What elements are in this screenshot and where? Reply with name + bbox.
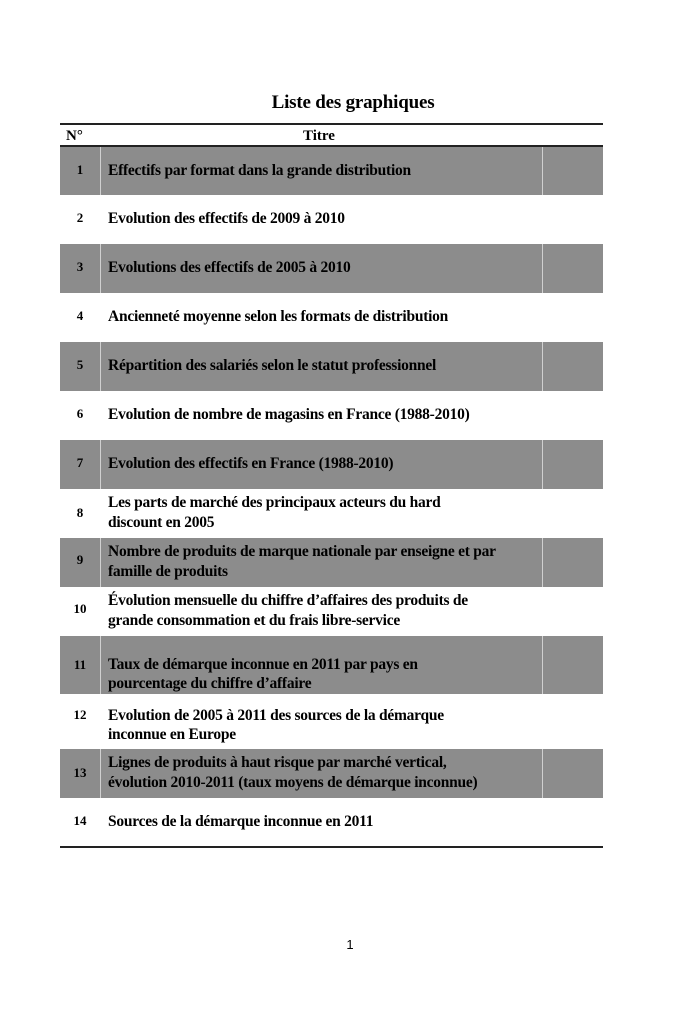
row-title: Evolution des effectifs en France (1988-2010): [108, 455, 394, 472]
row-title-line2: discount en 2005: [108, 514, 215, 531]
row-number: 13: [73, 765, 87, 780]
table-row: [60, 538, 603, 587]
row-number: 12: [73, 707, 87, 722]
header-number: N°: [66, 128, 83, 144]
row-number: 9: [76, 552, 84, 567]
row-title-line2: inconnue en Europe: [108, 726, 236, 743]
row-number: 4: [76, 308, 84, 323]
row-title-line1: Lignes de produits à haut risque par marché vertical,: [108, 754, 447, 771]
table-row: [60, 391, 603, 440]
table-row: [60, 798, 603, 846]
row-number: 3: [76, 259, 84, 274]
row-title-line2: pourcentage du chiffre d’affaire: [108, 675, 312, 692]
row-title-line1: Nombre de produits de marque nationale par enseigne et par: [108, 543, 496, 560]
row-title: Evolution de nombre de magasins en France (1988-2010): [108, 406, 470, 423]
table-row: [60, 293, 603, 342]
table-row: [60, 244, 603, 293]
row-title-line2: grande consommation et du frais libre-service: [108, 612, 400, 629]
table-row: [60, 440, 603, 489]
row-number: 11: [73, 657, 87, 672]
table-row: [60, 147, 603, 195]
row-title: Sources de la démarque inconnue en 2011: [108, 813, 374, 830]
table-row: [60, 694, 603, 749]
row-number: 7: [76, 455, 84, 470]
table-row: [60, 342, 603, 391]
row-title-line2: famille de produits: [108, 563, 228, 580]
row-title: Evolution des effectifs de 2009 à 2010: [108, 210, 345, 227]
row-title: Ancienneté moyenne selon les formats de distribution: [108, 308, 449, 325]
row-title: Répartition des salariés selon le statut professionnel: [108, 357, 437, 374]
page-title: Liste des graphiques: [271, 92, 435, 113]
row-number: 2: [76, 210, 84, 225]
table-row: [60, 489, 603, 538]
row-title-line1: Évolution mensuelle du chiffre d’affaires des produits de: [108, 592, 468, 609]
table-row: [60, 587, 603, 636]
row-number: 14: [73, 813, 87, 828]
row-number: 8: [76, 505, 84, 520]
row-title-line1: Taux de démarque inconnue en 2011 par pays en: [108, 656, 418, 673]
header-title: Titre: [303, 128, 335, 144]
row-title-line2: évolution 2010-2011 (taux moyens de démarque inconnue): [108, 774, 478, 791]
table-row: [60, 749, 603, 798]
graphics-list-table: [60, 123, 603, 848]
table-header-row: [60, 125, 603, 145]
row-number: 1: [76, 162, 84, 177]
row-title: Evolutions des effectifs de 2005 à 2010: [108, 259, 351, 276]
row-number: 5: [76, 357, 84, 372]
row-title: Effectifs par format dans la grande distribution: [108, 162, 411, 179]
row-title-line1: Les parts de marché des principaux acteurs du hard: [108, 494, 441, 511]
row-number: 6: [76, 406, 84, 421]
page-number: 1: [346, 937, 354, 952]
table-row: [60, 195, 603, 244]
table-bottom-rule: [60, 846, 603, 848]
row-title-line1: Evolution de 2005 à 2011 des sources de la démarque: [108, 707, 444, 724]
row-number: 10: [73, 601, 87, 616]
table-row: [60, 636, 603, 694]
